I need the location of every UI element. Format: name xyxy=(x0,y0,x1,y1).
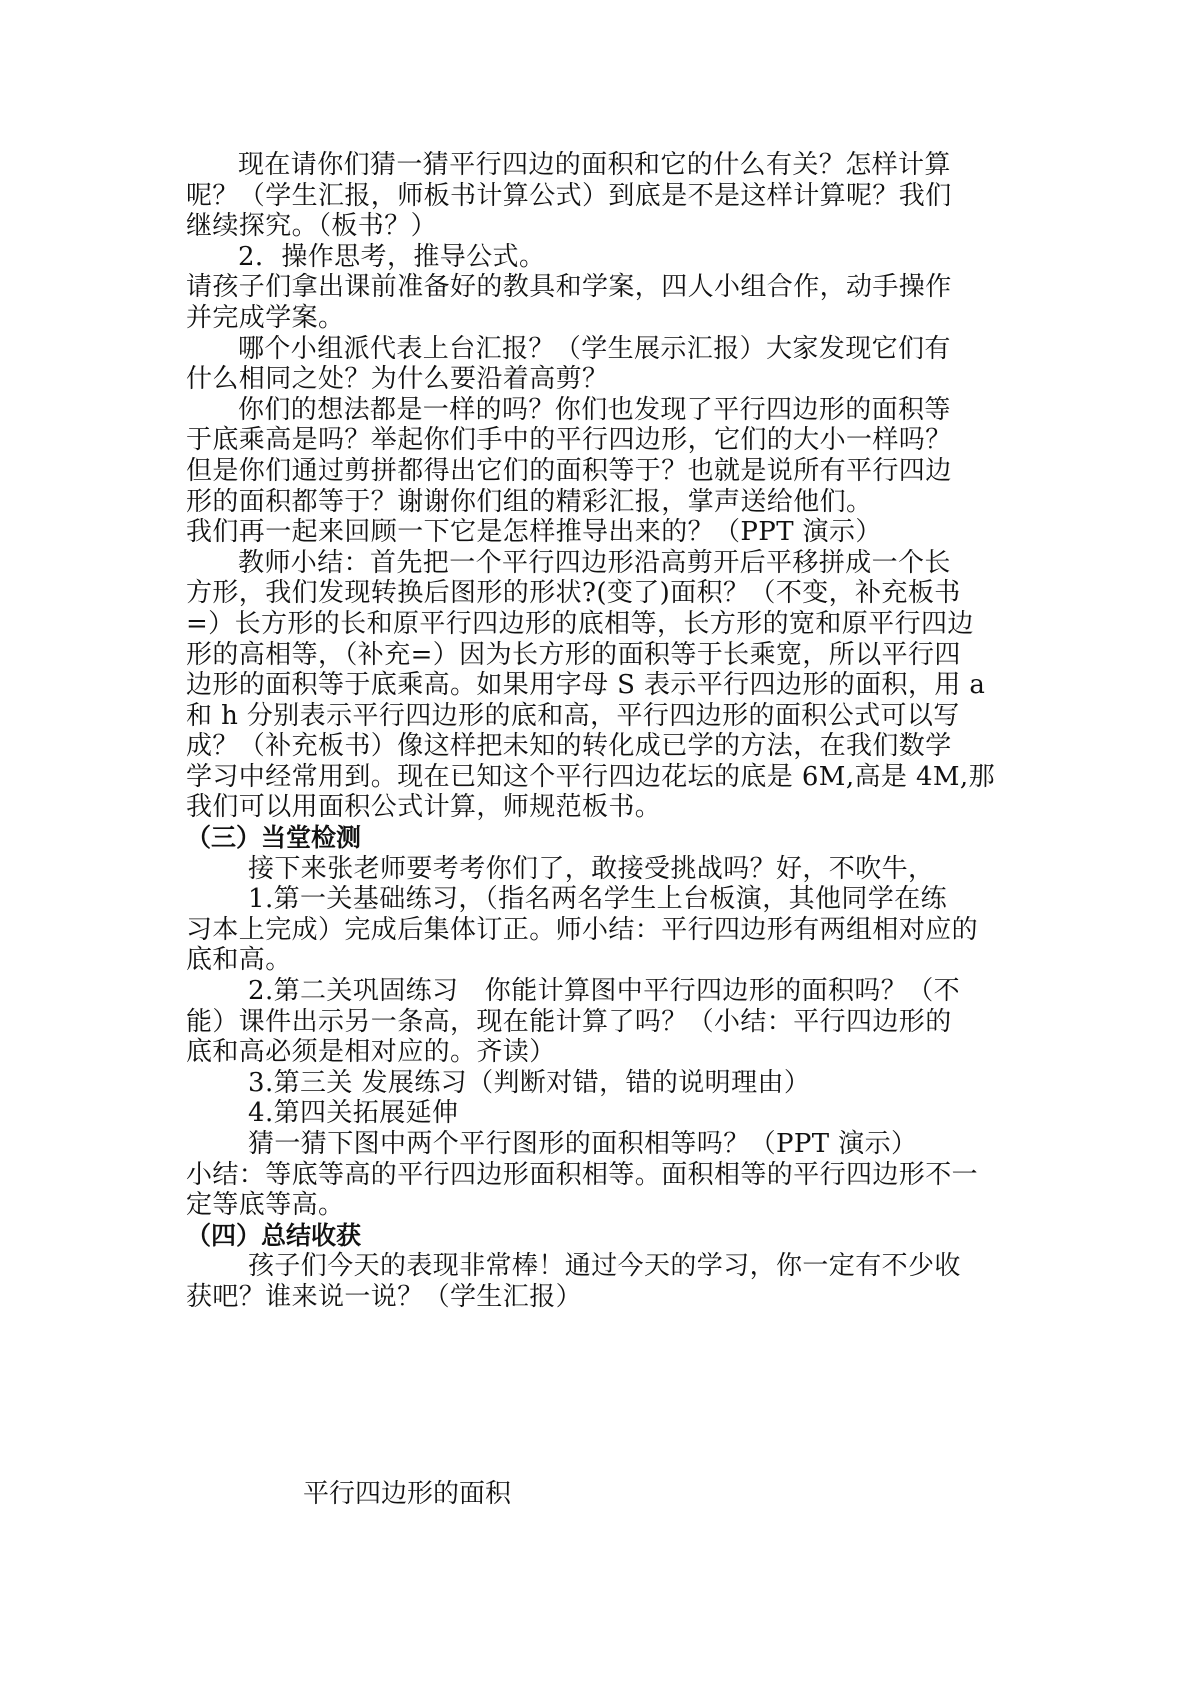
section-heading: （四）总结收获 xyxy=(186,1220,362,1250)
board-title: 平行四边形的面积 xyxy=(303,1479,512,1509)
paragraph-line: =）长方形的长和原平行四边形的底相等，长方形的宽和原平行四边 xyxy=(186,608,974,639)
paragraph-line: 并完成学案。 xyxy=(186,302,345,333)
paragraph-line: 和 h 分别表示平行四边形的底和高，平行四边形的面积公式可以写 xyxy=(186,700,960,731)
paragraph-line: 呢？（学生汇报，师板书计算公式）到底是不是这样计算呢？我们 xyxy=(186,180,952,211)
paragraph-line: 继续探究。（板书？） xyxy=(186,211,438,242)
paragraph-line: 教师小结：首先把一个平行四边形沿高剪开后平移拼成一个长 xyxy=(238,547,951,578)
paragraph-line: 形的面积都等于？谢谢你们组的精彩汇报，掌声送给他们。 xyxy=(186,486,873,517)
paragraph-line: 形的高相等，（补充=）因为长方形的面积等于长乘宽，所以平行四 xyxy=(186,639,961,670)
paragraph-line: 现在请你们猜一猜平行四边的面积和它的什么有关？怎样计算 xyxy=(238,150,951,180)
paragraph-line: 什么相同之处？为什么要沿着高剪？ xyxy=(186,364,609,395)
paragraph-line: 获吧？谁来说一说？（学生汇报） xyxy=(186,1281,583,1312)
paragraph-line: 猜一猜下图中两个平行图形的面积相等吗？（PPT 演示） xyxy=(248,1129,918,1159)
paragraph-line: 孩子们今天的表现非常棒！通过今天的学习，你一定有不少收 xyxy=(248,1251,961,1282)
paragraph-line: 但是你们通过剪拼都得出它们的面积等于？也就是说所有平行四边 xyxy=(186,455,952,486)
paragraph-line: 你们的想法都是一样的吗？你们也发现了平行四边形的面积等 xyxy=(238,394,951,425)
paragraph-line: 底和高。 xyxy=(186,945,292,976)
paragraph-line: 于底乘高是吗？举起你们手中的平行四边形，它们的大小一样吗？ xyxy=(186,425,952,456)
paragraph-line: 小结：等底等高的平行四边形面积相等。面积相等的平行四边形不一 xyxy=(186,1159,979,1190)
paragraph-line: 2.第二关巩固练习 你能计算图中平行四边形的面积吗？（不 xyxy=(248,976,961,1007)
paragraph-line: 3.第三关 发展练习（判断对错，错的说明理由） xyxy=(248,1067,811,1098)
paragraph-line: 1.第一关基础练习，（指名两名学生上台板演，其他同学在练 xyxy=(248,884,948,915)
paragraph-line: 底和高必须是相对应的。齐读） xyxy=(186,1037,556,1068)
paragraph-line: 成？（补充板书）像这样把未知的转化成已学的方法，在我们数学 xyxy=(186,731,952,762)
paragraph-line: 习本上完成）完成后集体订正。师小结：平行四边形有两组相对应的 xyxy=(186,914,979,945)
document-body xyxy=(186,150,1006,1313)
paragraph-line: 请孩子们拿出课前准备好的教具和学案，四人小组合作，动手操作 xyxy=(186,272,952,303)
paragraph-line: 4.第四关拓展延伸 xyxy=(248,1098,459,1129)
paragraph-line: 能）课件出示另一条高，现在能计算了吗？（小结：平行四边形的 xyxy=(186,1006,952,1037)
paragraph-line: 接下来张老师要考考你们了，敢接受挑战吗？好，不吹牛， xyxy=(248,853,935,884)
paragraph-line: 我们可以用面积公式计算，师规范板书。 xyxy=(186,792,662,823)
paragraph-line: 定等底等高。 xyxy=(186,1190,345,1221)
paragraph-line: 边形的面积等于底乘高。如果用字母 S 表示平行四边形的面积，用 a xyxy=(186,670,986,701)
section-heading: （三）当堂检测 xyxy=(186,823,362,853)
paragraph-line: 学习中经常用到。现在已知这个平行四边花坛的底是 6M,高是 4M,那 xyxy=(186,761,995,792)
paragraph-line: 2．操作思考，推导公式。 xyxy=(238,241,546,272)
paragraph-line: 方形，我们发现转换后图形的形状?(变了)面积？（不变，补充板书 xyxy=(186,578,961,609)
paragraph-line: 我们再一起来回顾一下它是怎样推导出来的？（PPT 演示） xyxy=(186,517,882,548)
paragraph-line: 哪个小组派代表上台汇报？（学生展示汇报）大家发现它们有 xyxy=(238,333,951,364)
